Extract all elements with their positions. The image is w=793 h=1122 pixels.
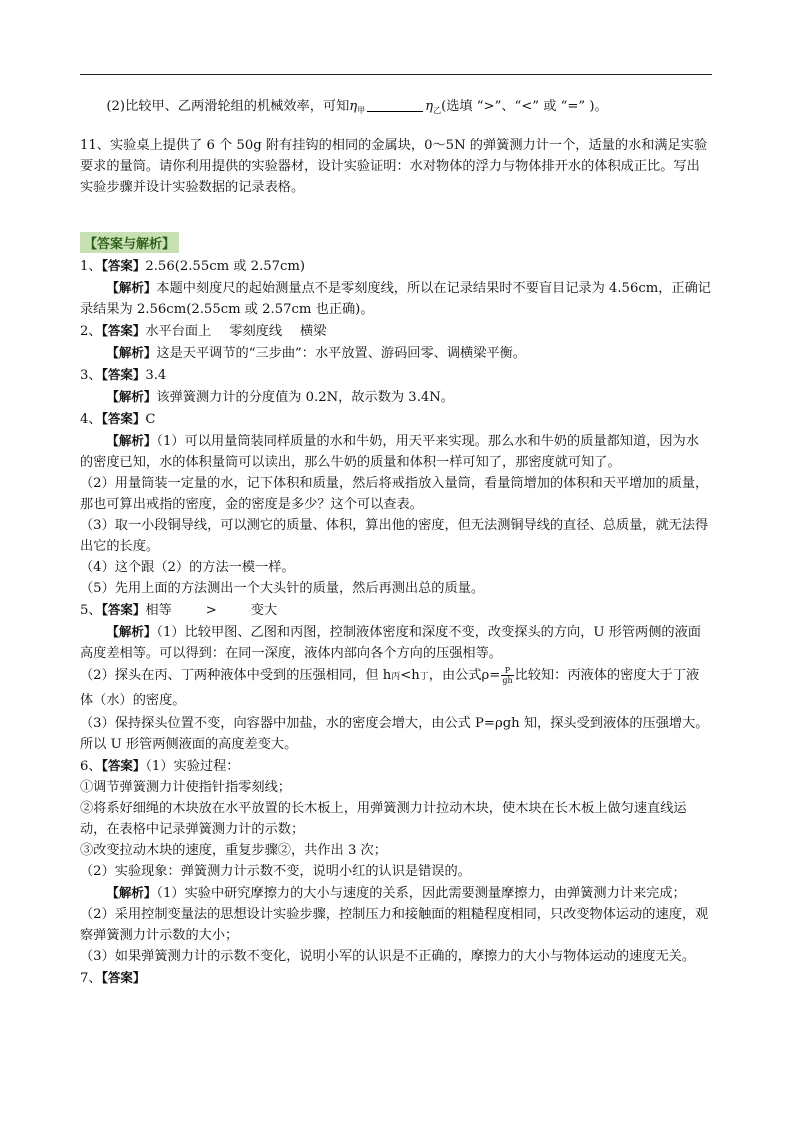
answer-6-phenomenon: （2）实验现象：弹簧测力计示数不变，说明小红的认识是错误的。 bbox=[80, 864, 471, 879]
analysis-1: 【解析】本题中刻度尺的起始测量点不是零刻度线，所以在记录结果时不要盲目记录为 4.56cm，正确记录结果为 2.56cm(2.55cm 或 2.57cm 也正确)。 bbox=[80, 280, 711, 317]
analysis-6-p3: （3）如果弹簧测力计的示数不变化，说明小军的认识是不正确的，摩擦力的大小与物体运动的速度无关。 bbox=[80, 949, 696, 964]
analysis-5-p2: （2）探头在丙、丁两种液体中受到的压强相同，但 h丙<h丁，由公式ρ= $\frac{P}{gh}$ 比较知：丙液体的密度大于丁液体（水）的密度。 bbox=[80, 666, 700, 708]
analysis-6-p1: 【解析】（1）实验中研究摩擦力的大小与速度的关系，因此需要测量摩擦力，由弹簧测力计来完成； bbox=[106, 885, 686, 901]
q2-options: (选填 “>”、“<” 或 “=” )。 bbox=[441, 99, 608, 114]
analysis-4-p2: （2）用量筒装一定量的水，记下体积和质量，然后将戒指放入量筒，看量筒增加的体积和天平增加的质量，那也可算出戒指的密度，金的密度是多少？这个可以查表。 bbox=[80, 476, 709, 512]
answer-5: 5、【答案】相等 > 变大 bbox=[80, 602, 278, 618]
analysis-5-p3: （3）保持探头位置不变，向容器中加盐，水的密度会增大，由公式 P=ρgh 知，探头受到液体的压强增大。所以 U 形管两侧液面的高度差变大。 bbox=[80, 716, 709, 752]
answer-6-step-1: ①调节弹簧测力计使指针指零刻线； bbox=[80, 780, 291, 795]
analysis-4-p1: 【解析】（1）可以用量筒装同样质量的水和牛奶，用天平来实现。那么水和牛奶的质量都知道，因为水的密度已知，水的体积量筒可以读出，那么牛奶的质量和体积一样可知了，那密度就可知了。 bbox=[80, 433, 699, 470]
answer-3: 3、【答案】3.4 bbox=[80, 367, 167, 383]
answer-6-step-3: ③改变拉动木块的速度，重复步骤②，共作出 3 次； bbox=[80, 843, 387, 858]
eta-symbol: $\eta_甲$ bbox=[349, 99, 366, 115]
answer-2: 2、【答案】水平台面上 零刻度线 横梁 bbox=[80, 323, 327, 339]
eta-symbol-2: $\eta_乙$ bbox=[425, 99, 442, 115]
analysis-2: 【解析】这是天平调节的“三步曲”：水平放置、游码回零、调横梁平衡。 bbox=[106, 345, 526, 361]
q2-text: (2)比较甲、乙两滑轮组的机械效率，可知 bbox=[106, 99, 350, 114]
analysis-6-p2: （2）采用控制变量法的思想设计实验步骤，控制压力和接触面的粗糙程度相同，只改变物体运动的速度，观察弹簧测力计示数的大小； bbox=[80, 907, 709, 943]
answer-6-step-2: ②将系好细绳的木块放在水平放置的长木板上，用弹簧测力计拉动木块，使木块在长木板上做匀速直线运动，在表格中记录弹簧测力计的示数； bbox=[80, 801, 687, 837]
answer-blank bbox=[367, 99, 423, 112]
document-body bbox=[80, 96, 712, 989]
analysis-4-p3: （3）取一小段铜导线，可以测它的质量、体积，算出他的密度，但无法测铜导线的直径、总质量，就无法得出它的长度。 bbox=[80, 518, 709, 554]
answer-7: 7、【答案】 bbox=[80, 970, 146, 986]
question-2-part-2 bbox=[80, 96, 712, 121]
analysis-5-p1: 【解析】（1）比较甲图、乙图和丙图，控制液体密度和深度不变，改变探头的方向，U 形管两侧的液面高度差相等。可以得到：在同一深度，液体内部向各个方向的压强相等。 bbox=[80, 624, 701, 661]
question-11: 11、实验桌上提供了 6 个 50g 附有挂钩的相同的金属块，0～5N 的弹簧测力计一个，适量的水和满足实验要求的量筒。请你利用提供的实验器材，设计实验证明：水对物体的浮力与物体排开水的体积成正比。写出实验步骤并设计实验数据的记录表格。 bbox=[80, 138, 708, 195]
header-rule bbox=[80, 74, 712, 75]
analysis-4-p4: （4）这个跟（2）的方法一模一样。 bbox=[80, 560, 295, 575]
answer-4: 4、【答案】C bbox=[80, 411, 156, 427]
analysis-4-p5: （5）先用上面的方法测出一个大头针的质量，然后再测出总的质量。 bbox=[80, 581, 485, 596]
answer-1: 1、【答案】2.56(2.55cm 或 2.57cm) bbox=[80, 258, 306, 274]
density-formula-fraction: $\frac{P}{gh}$ bbox=[502, 666, 513, 685]
answer-6: 6、【答案】（1）实验过程： bbox=[80, 758, 240, 774]
answers-section-title: 【答案与解析】 bbox=[80, 232, 712, 255]
analysis-3: 【解析】该弹簧测力计的分度值为 0.2N，故示数为 3.4N。 bbox=[106, 389, 454, 405]
